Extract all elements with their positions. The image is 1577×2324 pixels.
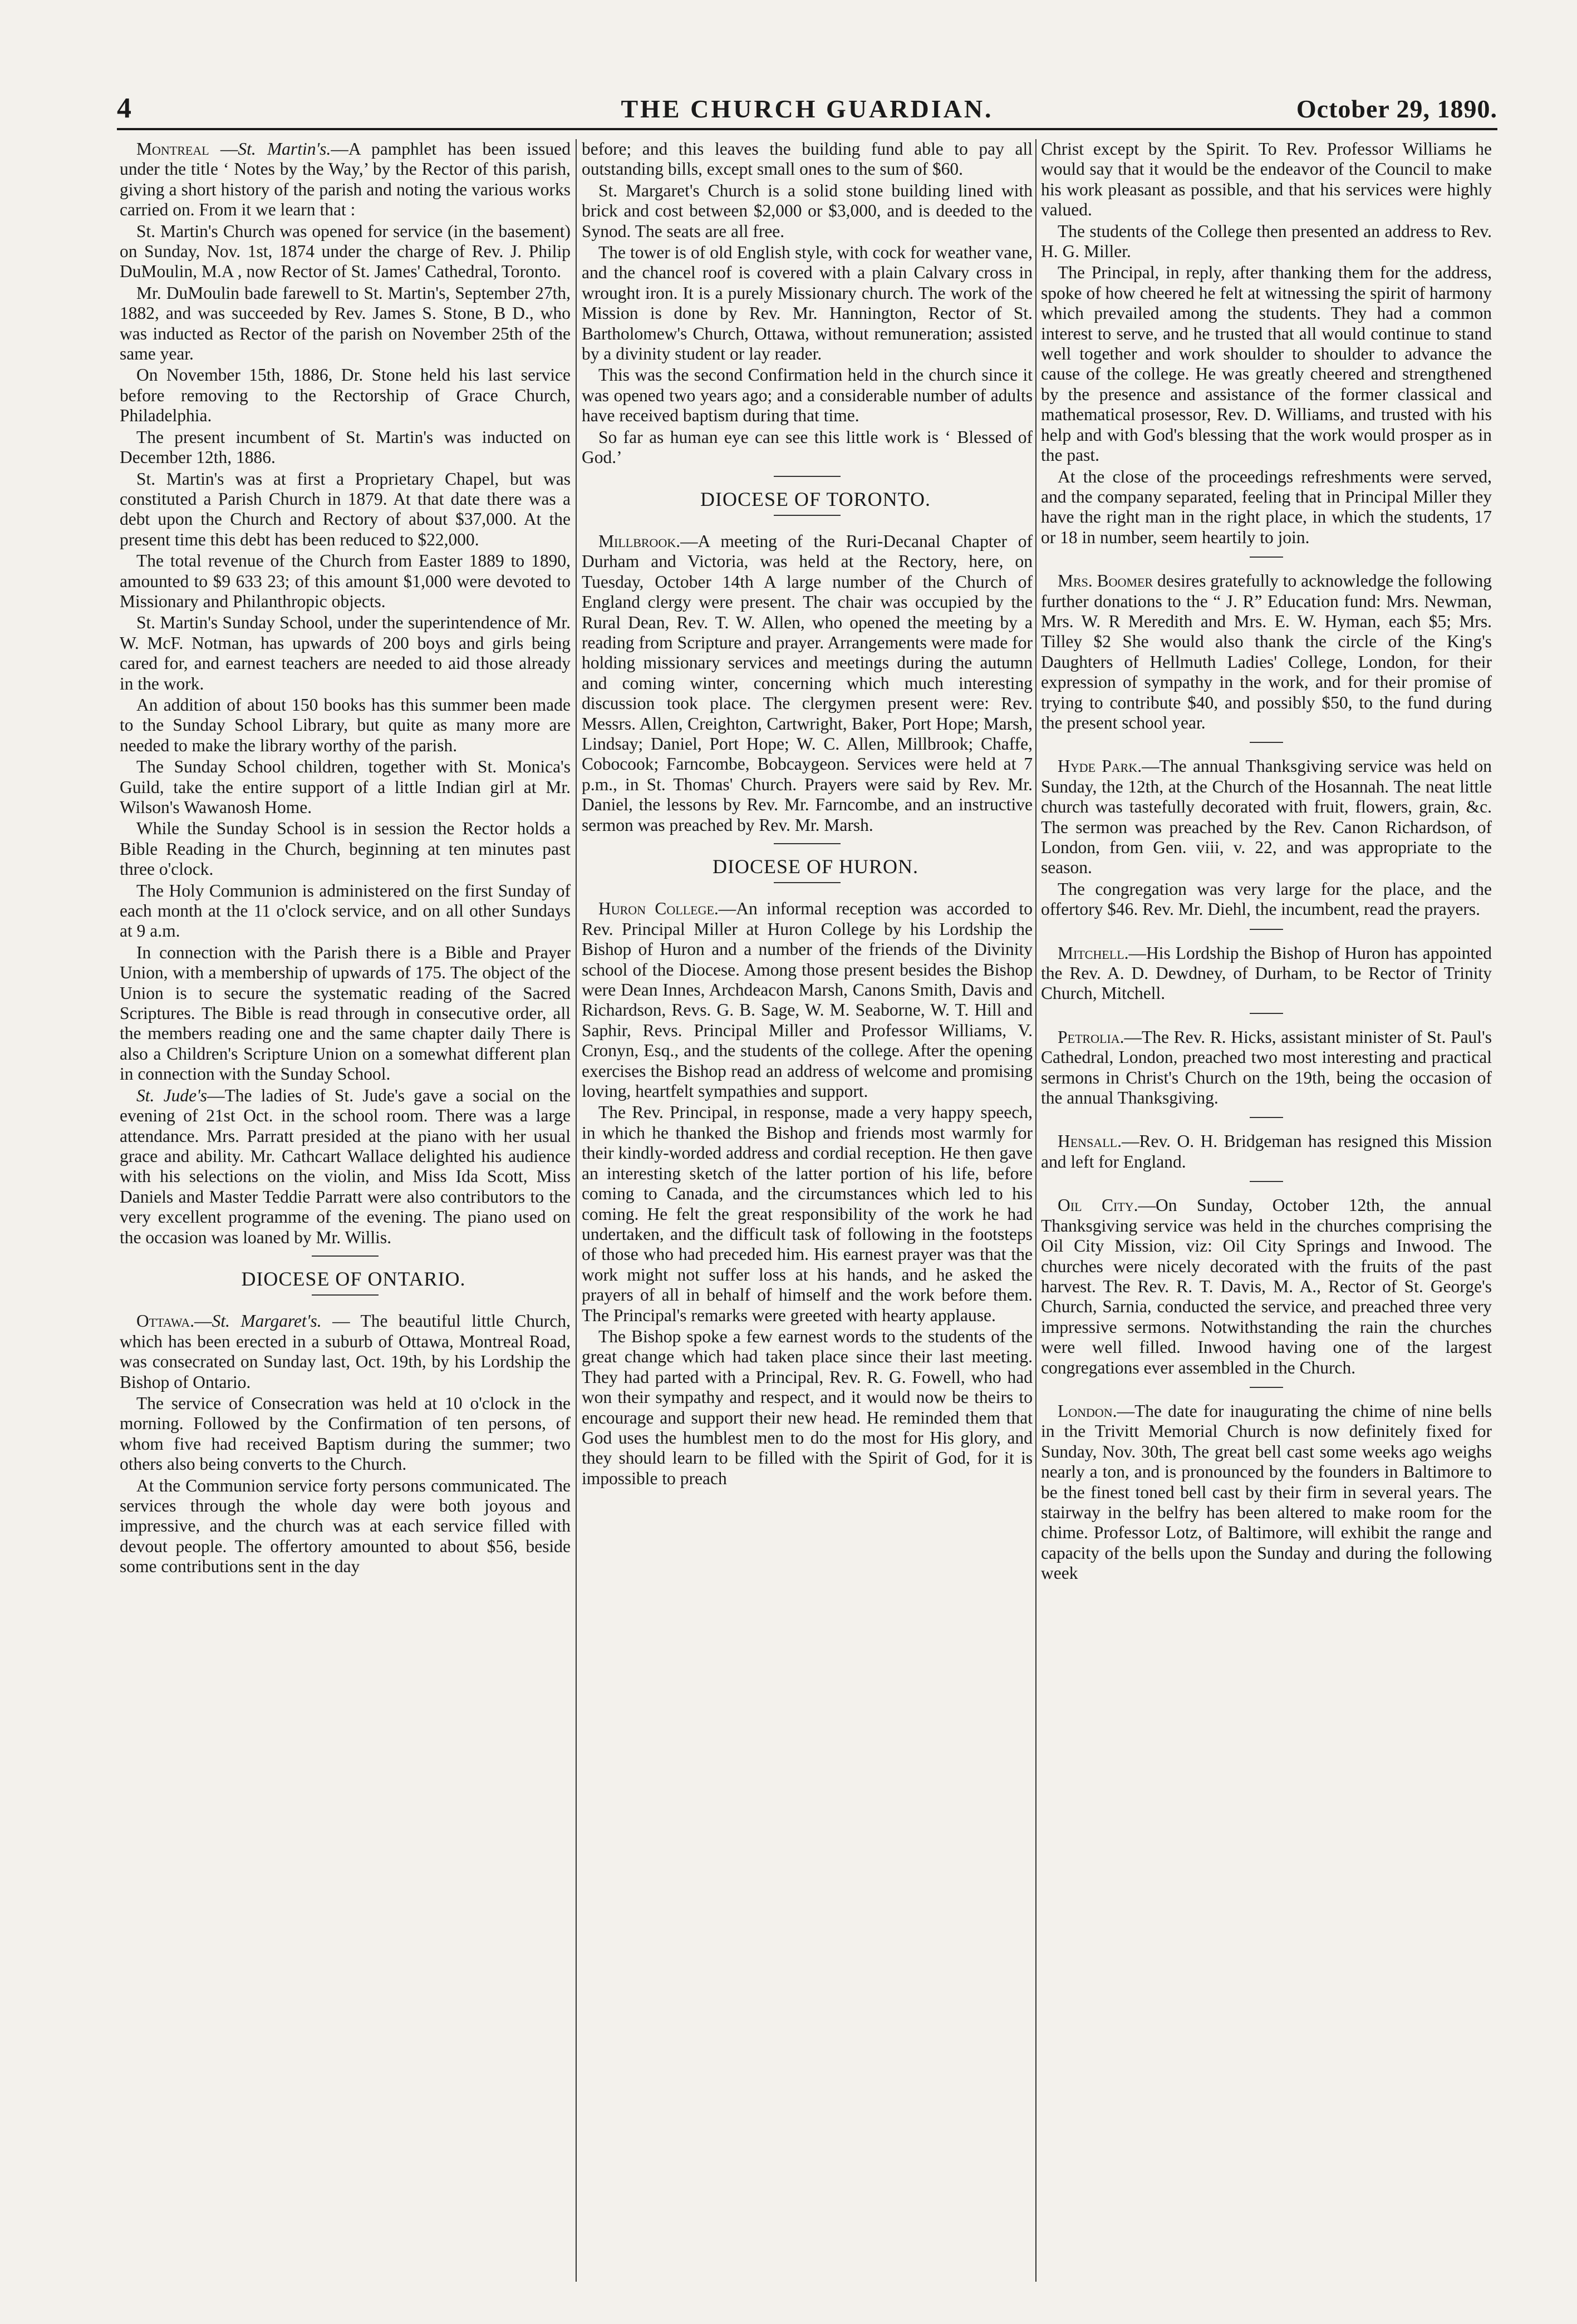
paragraph-text: —His Lordship the Bishop of Huron has appointed the Rev. A. D. Dewdney, of Durham, to be Rector of Trinity Church, Mitchell. (1041, 943, 1492, 1003)
article-paragraph: Montreal —St. Martin's.—A pamphlet has been issued under the title ‘ Notes by the Way,’ by the Rector of this parish, giving a short history of the parish and noting the various works carried on. From it we learn that : (120, 139, 571, 220)
article-paragraph (120, 1086, 571, 1248)
section-rule (1250, 1387, 1283, 1388)
article-paragraph: This was the second Confirmation held in the church since it was opened two years ago; and a considerable number of adults have received baptism during that time. (582, 365, 1033, 426)
article-paragraph: At the Communion service forty persons communicated. The services through the whole day were both joyous and impressive, and the church was at each service filled with devout people. The offertory amounted to about $56, beside some contributions sent in the day (120, 1475, 571, 1577)
article-paragraph: Christ except by the Spirit. To Rev. Professor Williams he would say that it would be the endeavor of the Council to make his work pleasant as possible, and that his services were highly valued. (1041, 139, 1492, 220)
article-paragraph: The Principal, in reply, after thanking them for the address, spoke of how cheered he felt at witnessing the spirit of harmony which prevailed among the students. They had a common interest to serve, and he trusted that all would continue to stand well together and work shoulder to shoulder to advance the cause of the college. He was greatly cheered and strengthened by the presence and assistance of the former classical and mathematical prosessor, Rev. D. Williams, and trusted with his help and with God's blessing that the work would prosper as in the past. (1041, 263, 1492, 465)
column-2 (582, 139, 1033, 2282)
dateline: Montreal (136, 139, 209, 159)
paragraph-text: —The ladies of St. Jude's gave a social on the evening of 21st Oct. in the school room. There was a large attendance. Mrs. Parratt presided at the piano with her usual grace and ability. Mr. Cathcart Wallace delighted his audience with his selections on the violin, and Miss Ida Scott, Miss Daniels and Master Teddie Parratt were also contributors to the very excellent programme of the evening. The piano used on the occasion was loaned by Mr. Willis. (120, 1085, 571, 1247)
article-paragraph: An addition of about 150 books has this summer been made to the Sunday School Library, but quite as many more are needed to make the library worthy of the parish. (120, 695, 571, 755)
section-rule (774, 843, 841, 844)
paragraph-text: —The annual Thanksgiving service was held on Sunday, the 12th, at the Church of the Hosannah. The neat little church was tastefully decorated with fruit, flowers, grain, &c. The sermon was preached by the Rev. Canon Richardson, of London, from Gen. viii, v. 22, and was appropriate to the season. (1041, 756, 1492, 878)
dateline: Huron College. (598, 899, 719, 919)
paragraph-text: — The beautiful little Church, which has been erected in a suburb of Ottawa, Montreal Road, was consecrated on Sunday last, Oct. 19th, by his Lordship the Bishop of Ontario. (120, 1311, 571, 1392)
article-paragraph: While the Sunday School is in session the Rector holds a Bible Reading in the Church, beginning at ten minutes past three o'clock. (120, 819, 571, 879)
dateline: London. (1058, 1401, 1117, 1421)
section-heading-ontario: DIOCESE OF ONTARIO. (241, 1267, 466, 1290)
article-paragraph (1041, 1195, 1492, 1378)
article-paragraph: The students of the College then presented an address to Rev. H. G. Miller. (1041, 221, 1492, 262)
section-rule (312, 1294, 379, 1296)
church-name: St. Margaret's. (212, 1311, 322, 1331)
article-paragraph: The present incumbent of St. Martin's was inducted on December 12th, 1886. (120, 427, 571, 467)
paragraph-text: —An informal reception was accorded to Rev. Principal Miller at Huron College by his Lordship the Bishop of Huron and a number of the friends of the Divinity school of the Diocese. Among those present besides the Bishop were Dean Innes, Archdeacon Marsh, Canons Smith, Davis and Richardson, Revs. G. B. Sage, W. M. Seaborne, W. T. Hill and Saphir, Revs. Principal Miller and Professor Williams, V. Cronyn, Esq., and the students of the college. After the opening exercises the Bishop read an address of welcome and promising loving, heartfelt sympathies and support. (582, 899, 1033, 1101)
section-heading-toronto: DIOCESE OF TORONTO. (700, 488, 931, 510)
column-1 (120, 139, 571, 2282)
article-paragraph: The service of Consecration was held at 10 o'clock in the morning. Followed by the Confirmation of ten persons, of whom five had received Baptism during the summer; two others also being converts to the Church. (120, 1393, 571, 1474)
church-name: St. Martin's. (238, 139, 331, 159)
column-divider (1035, 139, 1036, 2282)
article-paragraph (582, 899, 1033, 1101)
church-name: St. Jude's (136, 1085, 208, 1105)
article-paragraph: The Sunday School children, together with St. Monica's Guild, take the entire support of a little Indian girl at Mr. Wilson's Wawanosh Home. (120, 757, 571, 817)
article-paragraph: The Bishop spoke a few earnest words to the students of the great change which had taken place since their last meeting. They had parted with a Principal, Rev. R. G. Fowell, who had won their sympathy and respect, and it would now be theirs to encourage and support their new head. He reminded them that God uses the humblest men to do the most for His glory, and they should learn to be filled with the Spirit of God, for it is impossible to preach (582, 1326, 1033, 1488)
dateline: Oil City. (1058, 1195, 1138, 1215)
article-paragraph (582, 531, 1033, 835)
article-paragraph: St. Margaret's Church is a solid stone building lined with brick and cost between $2,000 or $3,000, and is deeded to the Synod. The seats are all free. (582, 180, 1033, 241)
dateline: Petrolia. (1058, 1027, 1124, 1047)
section-rule (1250, 1117, 1283, 1118)
article-paragraph: Mr. DuMoulin bade farewell to St. Martin's, September 27th, 1882, and was succeeded by Rev. James S. Stone, B D., who was inducted as Rector of the parish on November 25th of the same year. (120, 283, 571, 364)
article-paragraph: The total revenue of the Church from Easter 1889 to 1890, amounted to $9 633 23; of this amount $1,000 were devoted to Missionary and Philanthropic objects. (120, 551, 571, 611)
page-header (117, 83, 1497, 130)
paragraph-text: —On Sunday, October 12th, the annual Thanksgiving service was held in the churches comprising the Oil City Mission, viz: Oil City Springs and Inwood. The churches were nicely decorated with the fruits of the past harvest. The Rev. R. T. Davis, M. A., Rector of St. George's Church, Sarnia, conducted the service, and preached three very impressive sermons. Notwithstanding the rain the churches were well filled. Inwood having one of the largest congregations ever assembled in the Church. (1041, 1195, 1492, 1377)
paragraph-text: —The date for inaugurating the chime of nine bells in the Trivitt Memorial Church is now definitely fixed for Sunday, Nov. 30th, The great bell cast some weeks ago weighs nearly a ton, and is pronounced by the founders in Baltimore to be the finest toned bell cast by their firm in several years. The stairway in the belfry has been altered to make room for the chime. Professor Lotz, of Baltimore, will exhibit the range and capacity of the bells upon the Sunday and during the following week (1041, 1401, 1492, 1583)
article-paragraph: St. Martin's Church was opened for service (in the basement) on Sunday, Nov. 1st, 1874 under the charge of Rev. J. Philip DuMoulin, M.A , now Rector of St. James' Cathedral, Toronto. (120, 221, 571, 282)
newspaper-title: THE CHURCH GUARDIAN. (621, 95, 994, 123)
section-heading-huron: DIOCESE OF HURON. (712, 855, 919, 878)
paragraph-text: desires gratefully to acknowledge the following further donations to the “ J. R” Education fund: Mrs. Newman, Mrs. W. R Meredith and Mrs. E. W. Hyman, each $5; Mrs. Tilley $2 She would also thank the circle of the King's Daughters of Hellmuth Ladies' College, London, for their expression of sympathy in the work, and for their promise of trying to contribute $40, and possibly $50, to the fund during the present school year. (1041, 571, 1492, 732)
paragraph-text: —A meeting of the Ruri-Decanal Chapter of Durham and Victoria, was held at the Rectory, here, on Tuesday, October 14th A large number of the Church of England clergy were present. The chair was occupied by the Rural Dean, Rev. T. W. Allen, who opened the meeting by a reading from Scripture and prayer. Arrangements were made for holding missionary services and meetings during the autumn and coming winter, concerning which much interesting discussion took place. The clergymen present were: Rev. Messrs. Allen, Creighton, Cartwright, Baker, Port Hope; Marsh, Lindsay; Daniel, Port Hope; W. C. Allen, Millbrook; Chaffe, Cobocook; Farncombe, Bobcaygeon. Services were held at 7 p.m., in St. Thomas' Church. Prayers were said by Rev. Mr. Daniel, the lessons by Rev. Mr. Farncombe, and an instructive sermon was preached by Rev. Mr. Marsh. (582, 531, 1033, 835)
article-paragraph: In connection with the Parish there is a Bible and Prayer Union, with a membership of upwards of 175. The object of the Union is to secure the systematic reading of the Sacred Scriptures. The Bible is read through in consecutive order, all the members reading one and the same chapter daily There is also a Children's Scripture Union on a somewhat different plan in connection with the Sunday School. (120, 942, 571, 1084)
section-rule (774, 882, 841, 883)
section-rule (312, 1255, 379, 1257)
section-rule (1250, 1181, 1283, 1182)
article-paragraph: So far as human eye can see this little work is ‘ Blessed of God.’ (582, 427, 1033, 467)
section-rule (774, 515, 841, 516)
article-paragraph (1041, 943, 1492, 1004)
article-paragraph (1041, 756, 1492, 878)
section-rule (774, 476, 841, 477)
dateline: Millbrook. (598, 531, 681, 551)
paragraph-text: —The Rev. R. Hicks, assistant minister of St. Paul's Cathedral, London, preached two most interesting and practical sermons in Christ's Church on the 19th, being the occasion of the annual Thanksgiving. (1041, 1027, 1492, 1108)
article-paragraph: St. Martin's Sunday School, under the superintendence of Mr. W. McF. Notman, has upwards of 200 boys and girls being cared for, and earnest teachers are needed to aid those already in the work. (120, 613, 571, 693)
dateline: Mitchell. (1058, 943, 1129, 963)
page-number: 4 (117, 92, 131, 124)
article-paragraph: The Holy Communion is administered on the first Sunday of each month at the 11 o'clock service, and on all other Sundays at 9 a.m. (120, 880, 571, 941)
article-paragraph (1041, 1401, 1492, 1584)
article-paragraph: At the close of the proceedings refreshments were served, and the company separated, feeling that in Principal Miller they have the right man in the right place, in which the students, 17 or 18 in number, seem heartily to join. (1041, 466, 1492, 547)
dateline: Hensall. (1058, 1131, 1122, 1151)
article-paragraph (1041, 571, 1492, 733)
article-paragraph: St. Martin's was at first a Proprietary Chapel, but was constituted a Parish Church in 1879. At that date there was a debt upon the Church and Rectory of about $37,000. At the present time this debt has been reduced to $22,000. (120, 469, 571, 549)
column-divider (576, 139, 577, 2282)
section-rule (1250, 742, 1283, 743)
article-paragraph: On November 15th, 1886, Dr. Stone held his last service before removing to the Rectorship of Grace Church, Philadelphia. (120, 365, 571, 426)
article-paragraph: The Rev. Principal, in response, made a very happy speech, in which he thanked the Bishop and friends most warmly for their kindly-worded address and cordial reception. He then gave an interesting sketch of the latter portion of his life, before coming to Canada, and the circumstances which led to his coming. He felt the great responsibility of the work he had undertaken, and the difficult task of following in the footsteps of those who had preceded him. His earnest prayer was that the work might not suffer loss at his hands, and he asked the prayers of all in behalf of himself and the work before them. The Principal's remarks were greeted with hearty applause. (582, 1102, 1033, 1325)
article-paragraph: The congregation was very large for the place, and the offertory $46. Rev. Mr. Diehl, the incumbent, read the prayers. (1041, 879, 1492, 919)
column-3 (1041, 139, 1492, 2282)
article-paragraph: before; and this leaves the building fund able to pay all outstanding bills, except small ones to the sum of $60. (582, 139, 1033, 179)
article-paragraph (1041, 1131, 1492, 1172)
dateline: Ottawa (136, 1311, 190, 1331)
paragraph-text: —A pamphlet has been issued under the title ‘ Notes by the Way,’ by the Rector of this parish, giving a short history of the parish and noting the various works carried on. From it we learn that : (120, 139, 571, 220)
article-paragraph: The tower is of old English style, with cock for weather vane, and the chancel roof is covered with a plain Calvary cross in wrought iron. It is a purely Missionary church. The work of the Mission is done by Rev. Mr. Hannington, Rector of St. Bartholomew's Church, Ottawa, without remuneration; assisted by a divinity student or lay reader. (582, 243, 1033, 364)
article-paragraph: Ottawa.—St. Margaret's. — The beautiful little Church, which has been erected in a suburb of Ottawa, Montreal Road, was consecrated on Sunday last, Oct. 19th, by his Lordship the Bishop of Ontario. (120, 1311, 571, 1392)
section-rule (1250, 557, 1283, 558)
section-rule (1250, 929, 1283, 930)
section-rule (1250, 1013, 1283, 1014)
article-paragraph (1041, 1027, 1492, 1109)
dateline: Mrs. Boomer (1058, 571, 1153, 591)
paragraph-text: —Rev. O. H. Bridgeman has resigned this Mission and left for England. (1041, 1131, 1492, 1171)
dateline: Hyde Park. (1058, 756, 1142, 776)
issue-date: October 29, 1890. (1296, 95, 1497, 123)
